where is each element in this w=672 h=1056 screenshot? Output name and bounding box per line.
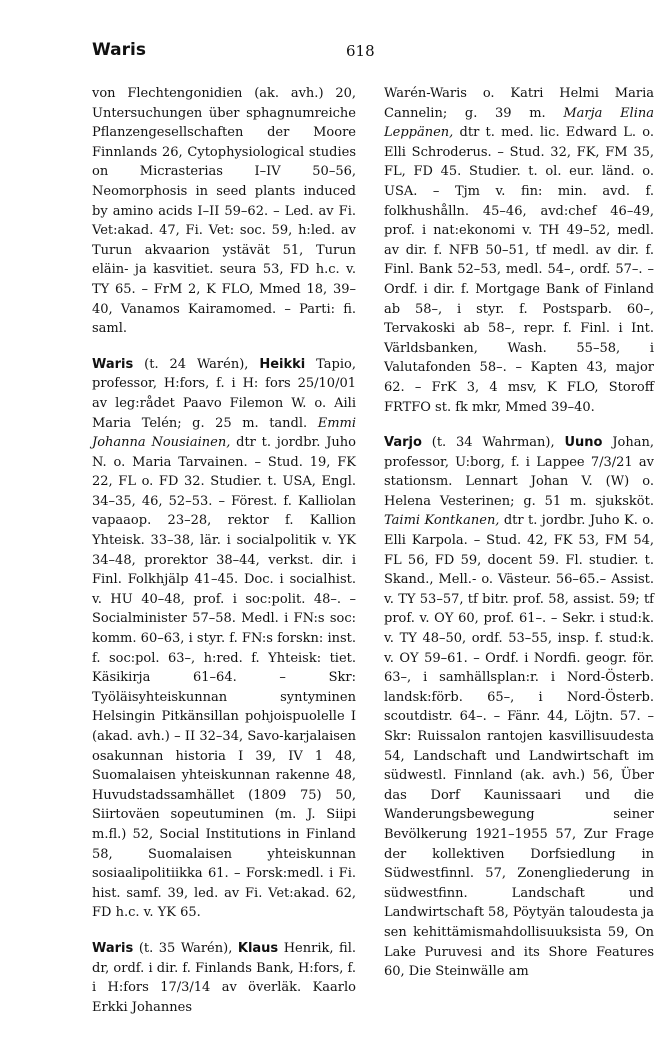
continuation-text: dtr t. med. lic. Edward L. o. Elli Schroderus. – Stud. 32, FK, FM 35, FL, FD 45. Studier. t. ol. eur. länd. o. USA. – Tjm v. fin: min. avd. f. folkhushålln. 45–46, avd:chef 46–49, prof. i nat:ekonomi v. TH 49–52, medl. av dir. f. NFB 50–51, tf medl. av dir. f. Finl. Bank 52–53, medl. 54–, ordf. 57–. – Ordf. i dir. f. Mortgage Bank of Finland ab 58–, i styr. f. Postsparb. 60–, Tervakoski ab 58–, repr. f. Finl. i Int. Världsbanken, Wash. 55–58, i Valutafonden 58–. – Kapten 43, major 62. – FrK 3, 4 msv, K FLO, Storoff FRTFO st. fk mkr, Mmed 39–40. [384,125,654,415]
running-head: Waris [92,40,146,60]
entry-text: dtr t. jordbr. Juho K. o. Elli Karpola. – Stud. 42, FK 53, FM 54, FL 56, FD 59, docent 59. Fl. studier. t. Skand., Mell.- o. Västeur. 56–65.– Assist. v. TY 53–57, tf bitr. prof. 58, assist. 59; tf prof. v. OY 60, prof. 61–. – Sekr. i stud:k. v. TY 48–50, ordf. 53–55, insp. f. stud:k. v. OY 59–61. – Ordf. i Nordfi. geogr. för. 63–, i samhällsplan:r. i Nord-Österb. landsk:förb. 65–, i Nord-Österb. scoutdistr. 64–. – Fänr. 44, Löjtn. 57. – Skr: Ruissalon rantojen kasvillisuudesta 54, Landschaft und Landwirtschaft im südwestl. Finnland (ak. avh.) 56, Über das Dorf Kaunissaari und die Wanderungsbewegung seiner Bevölkerung 1921–1955 57, Zur Frage der kollektiven Dorfsiedlung in Südwestfinnl. 57, Zonengliederung in südwestfinn. Landschaft und Landwirtschaft 58, Pöytyän taloudesta ja sen kehittämismahdollisuuksista 59, On Lake Puruvesi and its Shore Features 60, Die Steinwälle am [384,513,654,980]
entry-given-names: Uuno [564,435,603,451]
continuation-paragraph [384,84,654,417]
continuation-text: Warén-Waris o. Katri Helmi Maria Cannelin; g. 39 m. [384,86,654,121]
entry-waris-heikki [92,355,356,923]
entry-given-names: Klaus [237,940,279,956]
entry-spouse: Taimi Kontkanen, [384,513,500,529]
page-header [92,40,652,70]
entry-surname: Varjo [384,435,422,451]
entry-birth: (t. 35 Warén), [138,940,233,956]
page-number: 618 [346,42,375,60]
entry-waris-klaus [92,939,356,1017]
entry-given-names: Heikki [259,356,306,372]
left-column [92,84,356,1017]
entry-surname: Waris [92,940,134,956]
continuation-text: von Flechtengonidien (ak. avh.) 20, Untersuchungen über sphagnumreiche Pflanzengesellschaften der Moore Finnlands 26, Cytophysiological studies on Micrasterias I–IV 50–56, Neomorphosis in seed plants induced by amino acids I–II 59–62. – Led. av Fi. Vet:akad. 47, Fi. Vet: soc. 59, h:led. av Turun akvaarion ystävät 51, Turun eläin- ja kasvitiet. seura 53, FD h.c. v. TY 65. – FrM 2, K FLO, Mmed 18, 39–40, Vanamos Kairamomed. – Parti: fi. saml. [92,86,356,337]
entry-text: Henrik, fil. dr, ordf. i dir. f. Finlands Bank, H:fors, f. i H:fors 17/3/14 av överläk. Kaarlo Erkki Johannes [92,940,357,1015]
entry-text: Tapio, professor, H:fors, f. i H: fors 25/10/01 av leg:rådet Paavo Filemon W. o. Aili Maria Telén; g. 25 m. tandl. [92,356,356,431]
entry-text: dtr t. jordbr. Juho N. o. Maria Tarvainen. – Stud. 19, FK 22, FL o. FD 32. Studier. t. USA, Engl. 34–35, 46, 52–53. – Förest. f. Kalliolan vapaaop. 23–28, rektor f. Kallion Yhteisk. 33–38, lär. i socialpolitik v. YK 34–48, prorektor 38–44, verkst. dir. i Finl. Folkhjälp 41–45. Doc. i socialhist. v. HU 40–48, prof. i soc:polit. 48–. – Socialminister 57–58. Medl. i FN:s soc: komm. 60–63, i styr. f. FN:s forskn: inst. f. soc:pol. 63–, h:red. f. Yhteisk: tiet. Käsikirja 61–64. – Skr: Työläisyhteiskunnan syntyminen Helsingin Pitkänsillan pohjoispuolelle I (akad. avh.) – II 32–34, Savo-karjalaisen osakunnan historia I 39, IV 1 48, Suomalaisen yhteiskunnan rakenne 48, Huvudstadssamhället (1809 75) 50, Siirtoväen sopeutuminen (m. J. Siipi m.fl.) 52, Social Institutions in Finland 58, Suomalaisen yhteiskunnan sosiaalipolitiikka 61. – Forsk:medl. i Fi. hist. samf. 39, led. av Fi. Vet:akad. 62, FD h.c. v. YK 65. [92,435,357,921]
entry-text: Johan, professor, U:borg, f. i Lappee 7/3/21 av stationsm. Lennart Johan V. (W) o. Helena Vesterinen; g. 51 m. sjuksköt. [384,435,654,509]
entry-birth: (t. 24 Warén), [144,356,249,372]
entry-varjo-uuno [384,433,654,982]
entry-spouse: Emmi Johanna Nousiainen, [92,415,357,451]
continuation-paragraph [92,84,356,339]
entry-birth: (t. 34 Wahrman), [431,435,555,451]
continuation-spouse: Marja Elina Leppänen, [384,105,654,141]
right-column [384,84,654,982]
entry-surname: Waris [92,356,134,372]
